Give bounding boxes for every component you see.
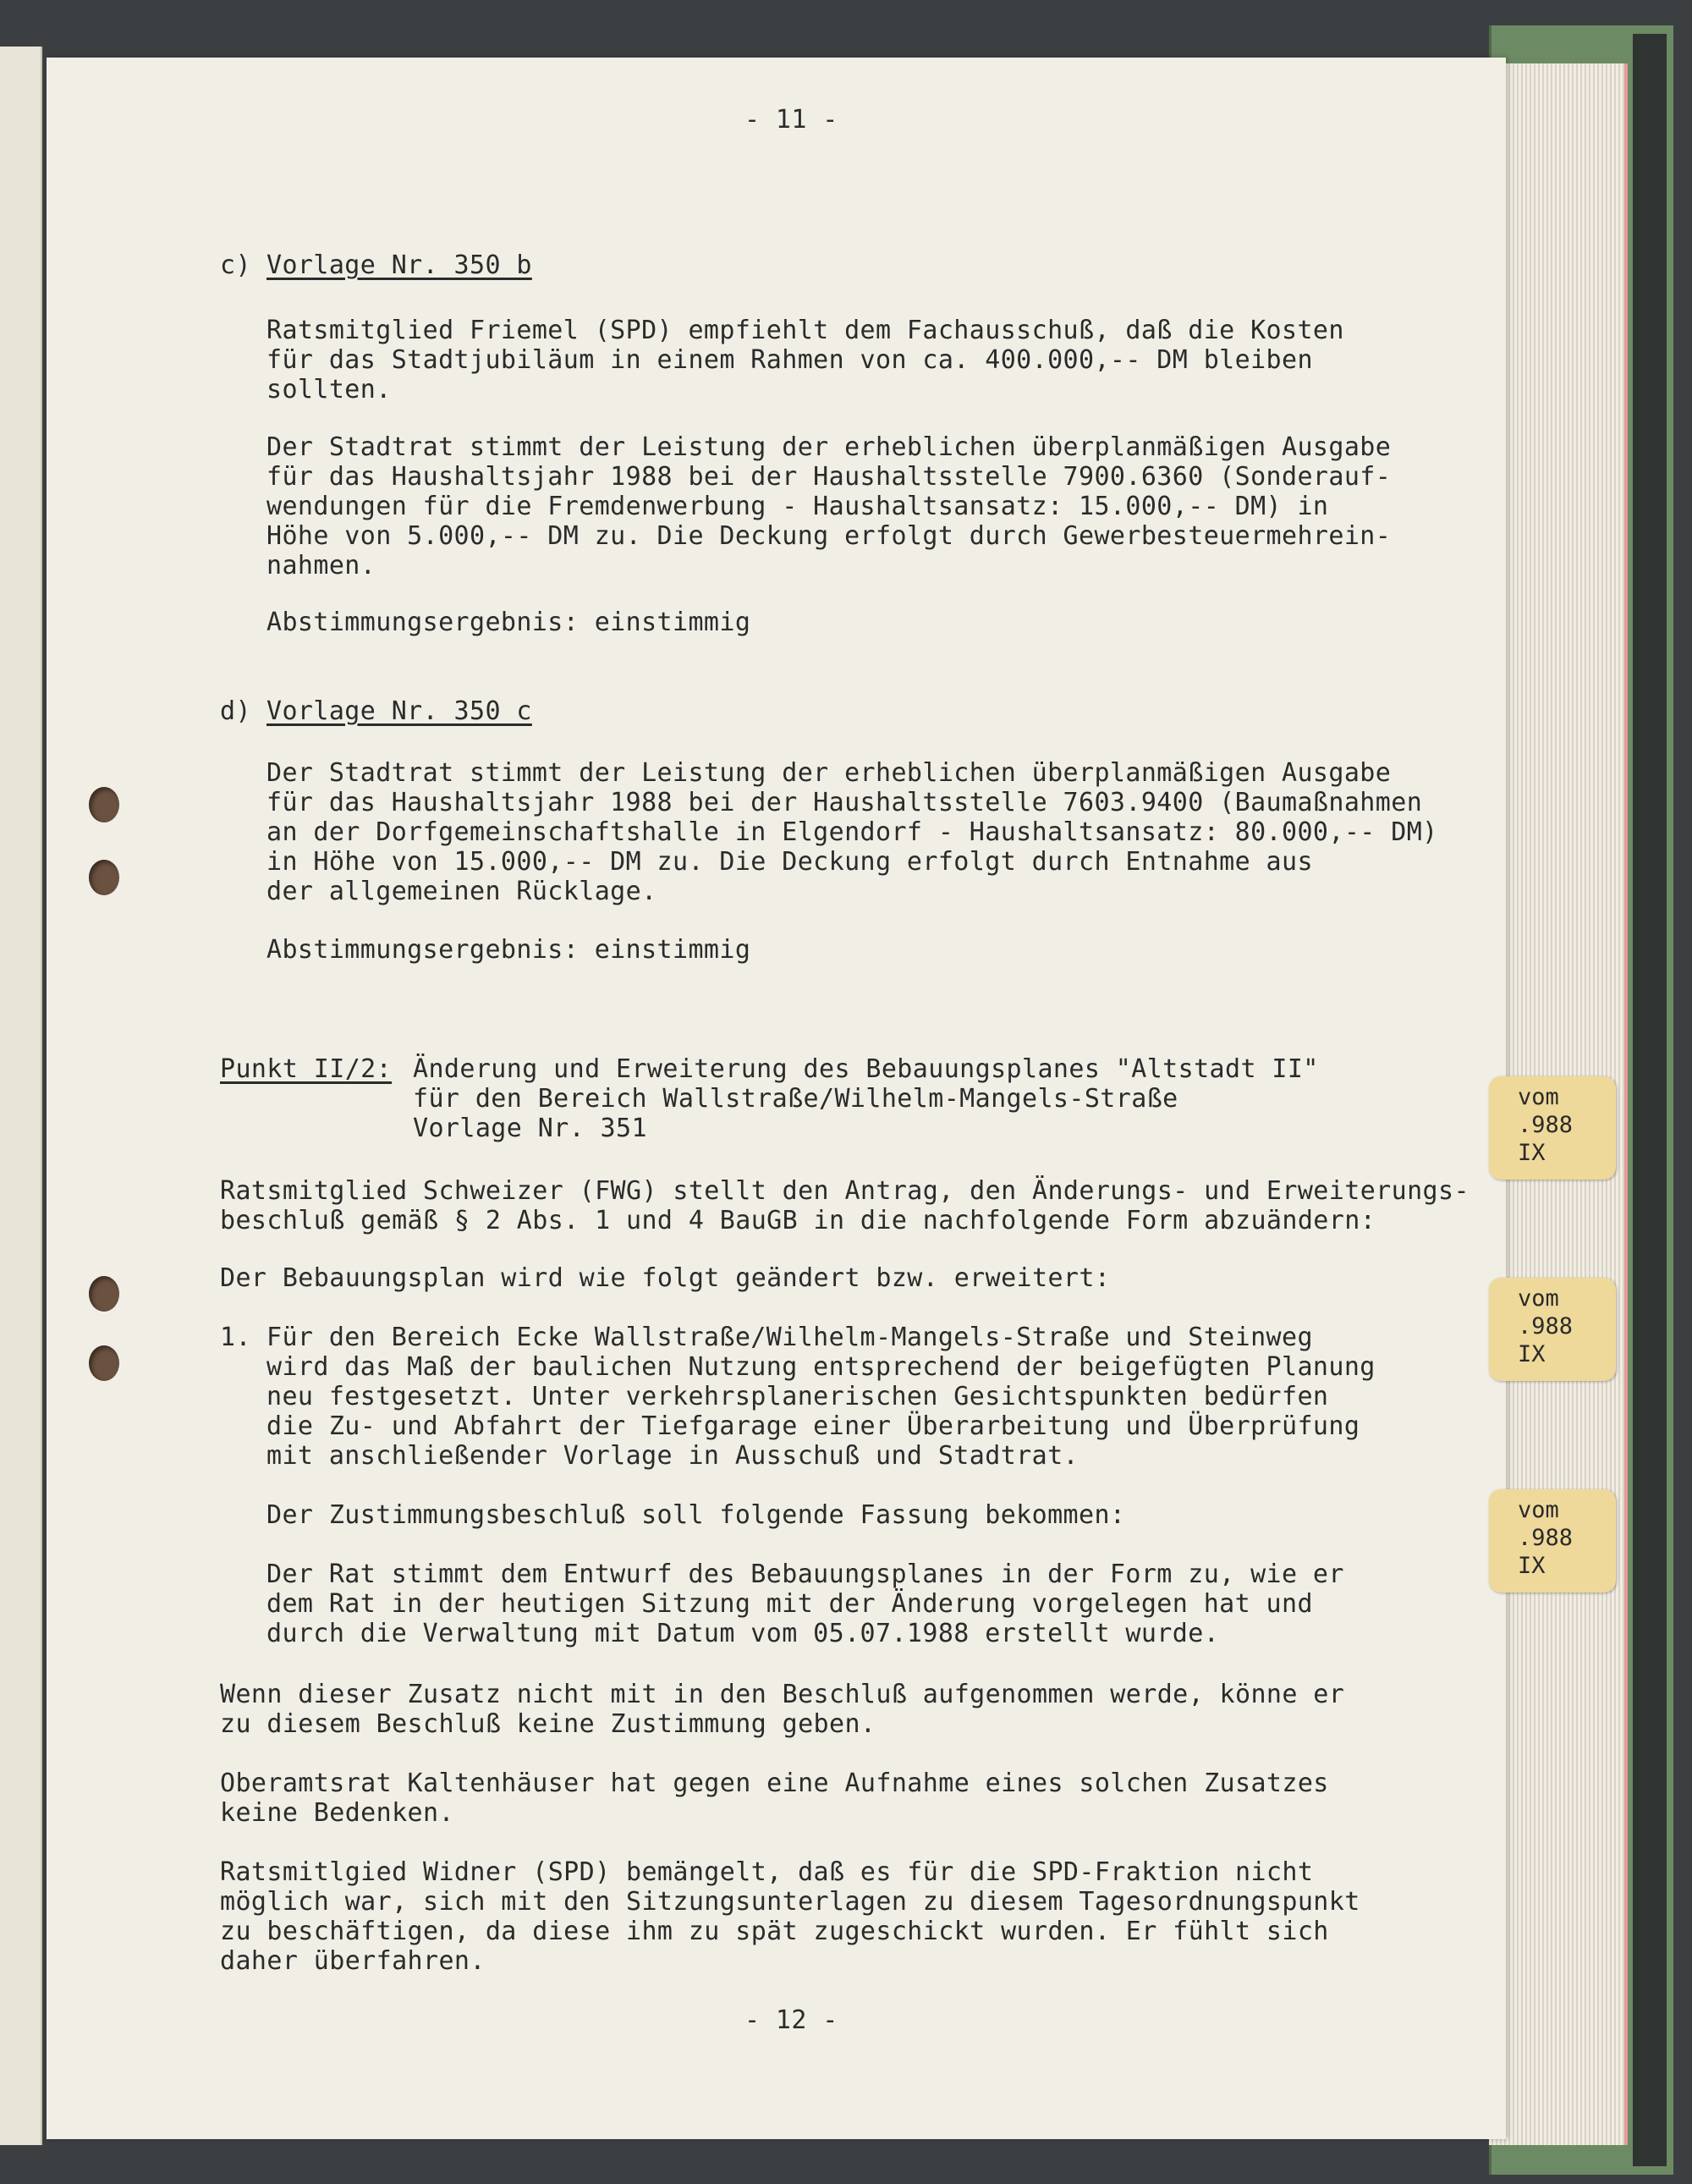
page-number-top: - 11 -	[744, 105, 838, 135]
binder-spine	[1633, 34, 1667, 2166]
body-p3-line: Wenn dieser Zusatz nicht mit in den Beschluß aufgenommen werde, könne er	[220, 1680, 1345, 1709]
body-p5-line: Ratsmitlgied Widner (SPD) bemängelt, daß es für die SPD-Fraktion nicht	[220, 1857, 1314, 1887]
body-p5-line: zu beschäftigen, da diese ihm zu spät zugeschickt wurden. Er fühlt sich	[220, 1917, 1329, 1946]
punch-hole	[89, 860, 119, 895]
page-number-bottom: - 12 -	[744, 2005, 838, 2035]
index-tab-line: IX	[1518, 1341, 1546, 1367]
item1-number: 1.	[220, 1323, 251, 1352]
section-c-para2-line: Höhe von 5.000,-- DM zu. Die Deckung erfolgt durch Gewerbesteuermehrein-	[266, 521, 1392, 551]
item1-line: neu festgesetzt. Unter verkehrsplanerischen Gesichtspunkten bedürfen	[266, 1382, 1329, 1411]
section-c-para2-line: Der Stadtrat stimmt der Leistung der erheblichen überplanmäßigen Ausgabe	[266, 432, 1392, 462]
index-tab[interactable]	[1489, 1278, 1616, 1381]
punch-hole	[89, 787, 119, 822]
section-c-para1-line: Ratsmitglied Friemel (SPD) empfiehlt dem Fachausschuß, daß die Kosten	[266, 316, 1344, 345]
index-tab-line: vom	[1518, 1084, 1559, 1110]
item1-b: Der Zustimmungsbeschluß soll folgende Fassung bekommen:	[266, 1500, 1126, 1530]
section-d-para1-line: in Höhe von 15.000,-- DM zu. Die Deckung erfolgt durch Entnahme aus	[266, 847, 1313, 877]
index-tab-line: .988	[1518, 1112, 1574, 1138]
section-c-para2-line: für das Haushaltsjahr 1988 bei der Haushaltsstelle 7900.6360 (Sonderauf-	[266, 462, 1392, 492]
section-d-para1-line: der allgemeinen Rücklage.	[266, 877, 657, 906]
index-tab-line: IX	[1518, 1140, 1546, 1166]
section-c-para2-line: wendungen für die Fremdenwerbung - Haushaltsansatz: 15.000,-- DM) in	[266, 492, 1329, 521]
body-p4-line: Oberamtsrat Kaltenhäuser hat gegen eine Aufnahme eines solchen Zusatzes	[220, 1769, 1329, 1798]
section-d-para1-line: für das Haushaltsjahr 1988 bei der Haushaltsstelle 7603.9400 (Baumaßnahmen	[266, 788, 1423, 817]
item1-line: Für den Bereich Ecke Wallstraße/Wilhelm-Mangels-Straße und Steinweg	[266, 1323, 1313, 1352]
index-tab-line: IX	[1518, 1553, 1546, 1579]
index-tab[interactable]	[1489, 1489, 1616, 1593]
section-d-result: Abstimmungsergebnis: einstimmig	[266, 935, 751, 965]
document-page	[47, 58, 1506, 2139]
section-c-para1-line: sollten.	[266, 375, 392, 404]
adjacent-page-edge	[0, 47, 42, 2145]
body-p1-line: beschluß gemäß § 2 Abs. 1 und 4 BauGB in die nachfolgende Form abzuändern:	[220, 1206, 1376, 1235]
section-c-letter: c)	[220, 250, 251, 280]
section-c-heading: Vorlage Nr. 350 b	[266, 250, 532, 280]
body-p5-line: daher überfahren.	[220, 1946, 486, 1976]
body-p5-line: möglich war, sich mit den Sitzungsunterlagen zu diesem Tagesordnungspunkt	[220, 1887, 1360, 1917]
item1-c-line: dem Rat in der heutigen Sitzung mit der Änderung vorgelegen hat und	[266, 1589, 1313, 1619]
punch-hole	[89, 1276, 119, 1312]
section-d-para1-line: an der Dorfgemeinschaftshalle in Elgendorf - Haushaltsansatz: 80.000,-- DM)	[266, 817, 1438, 847]
punkt-title-line: für den Bereich Wallstraße/Wilhelm-Mangels-Straße	[413, 1084, 1178, 1114]
body-p4-line: keine Bedenken.	[220, 1798, 454, 1828]
index-tab-line: vom	[1518, 1285, 1559, 1312]
section-c-para1-line: für das Stadtjubiläum in einem Rahmen von ca. 400.000,-- DM bleiben	[266, 345, 1313, 375]
index-tab-line: vom	[1518, 1497, 1559, 1523]
index-tab-line: .988	[1518, 1313, 1574, 1340]
punkt-title-line: Änderung und Erweiterung des Bebauungsplanes "Altstadt II"	[413, 1054, 1319, 1084]
punch-hole	[89, 1345, 119, 1381]
section-d-letter: d)	[220, 696, 251, 726]
item1-c-line: durch die Verwaltung mit Datum vom 05.07.1988 erstellt wurde.	[266, 1619, 1220, 1648]
item1-c-line: Der Rat stimmt dem Entwurf des Bebauungsplanes in der Form zu, wie er	[266, 1560, 1344, 1589]
punkt-label: Punkt II/2:	[220, 1054, 393, 1084]
item1-line: wird das Maß der baulichen Nutzung entsprechend der beigefügten Planung	[266, 1352, 1376, 1382]
body-p2: Der Bebauungsplan wird wie folgt geändert bzw. erweitert:	[220, 1263, 1111, 1293]
item1-line: mit anschließender Vorlage in Ausschuß und Stadtrat.	[266, 1441, 1079, 1471]
index-tab[interactable]	[1489, 1076, 1616, 1180]
section-c-result: Abstimmungsergebnis: einstimmig	[266, 608, 751, 637]
index-tab-line: .988	[1518, 1525, 1574, 1551]
body-p1-line: Ratsmitglied Schweizer (FWG) stellt den Antrag, den Änderungs- und Erweiterungs-	[220, 1176, 1470, 1206]
section-c-para2-line: nahmen.	[266, 551, 376, 580]
section-d-para1-line: Der Stadtrat stimmt der Leistung der erheblichen überplanmäßigen Ausgabe	[266, 758, 1392, 788]
body-p3-line: zu diesem Beschluß keine Zustimmung geben.	[220, 1709, 876, 1739]
item1-line: die Zu- und Abfahrt der Tiefgarage einer Überarbeitung und Überprüfung	[266, 1411, 1360, 1441]
section-d-heading: Vorlage Nr. 350 c	[266, 696, 532, 726]
punkt-title-line: Vorlage Nr. 351	[413, 1114, 647, 1143]
